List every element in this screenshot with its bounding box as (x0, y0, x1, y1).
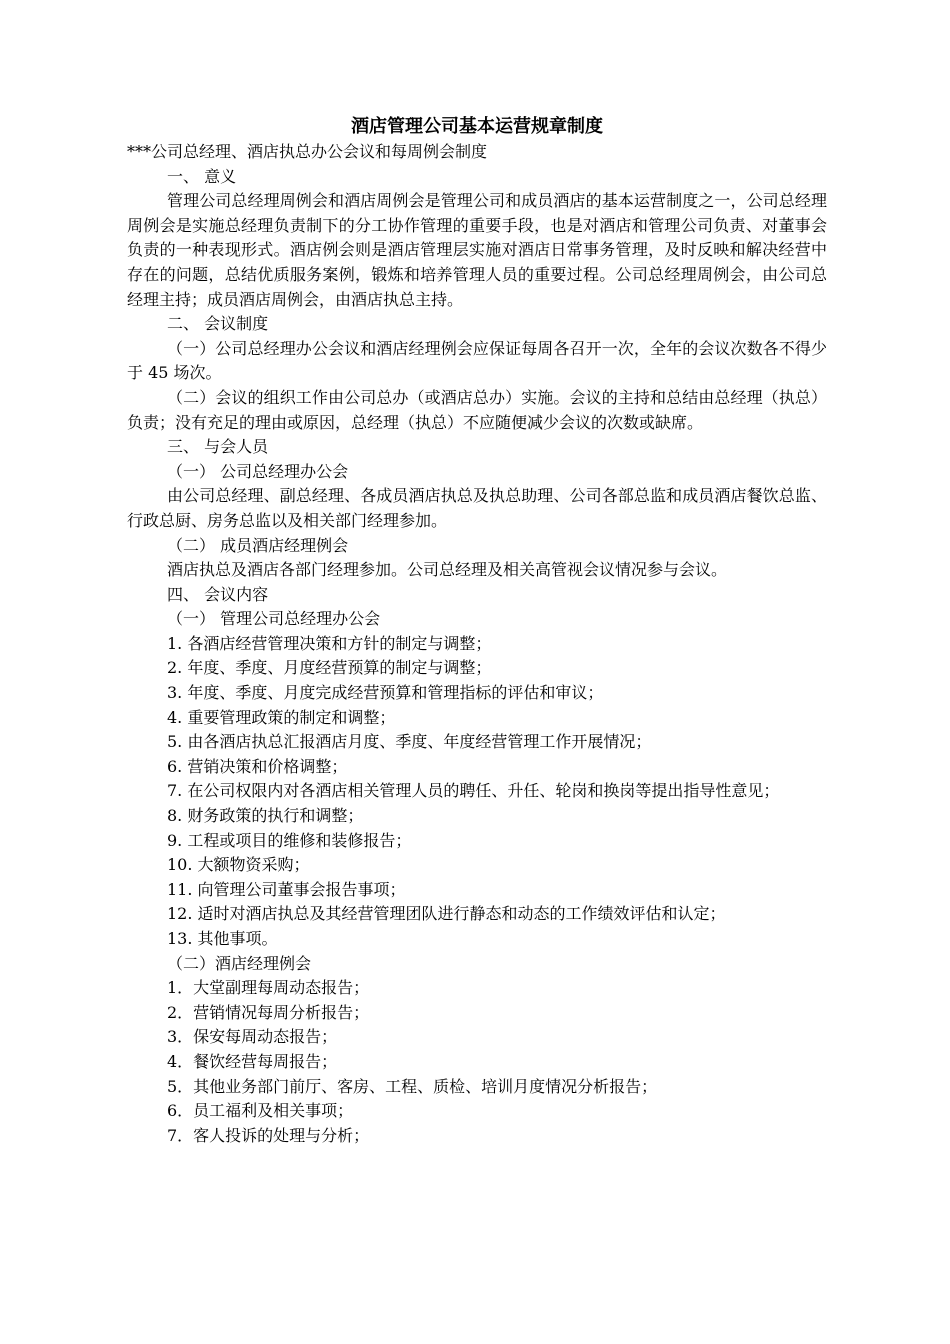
document-title: 酒店管理公司基本运营规章制度 (351, 116, 603, 137)
document-page (127, 114, 827, 1148)
section-3-paragraph-1: 由公司总经理、副总经理、各成员酒店执总及执总助理、公司各部总监和成员酒店餐饮总监、行政总厨、房务总监以及相关部门经理参加。 (127, 486, 827, 530)
section-heading-4: 四、 会议内容 (167, 584, 269, 604)
section-2-paragraph-1: （一）公司总经理办公会议和酒店经理例会应保证每周各召开一次，全年的会议次数各不得少于 45 场次。 (127, 338, 827, 383)
section-4-subheading-1: （一） 管理公司总经理办公会 (167, 609, 381, 629)
list-item: 8. 财务政策的执行和调整； (167, 806, 364, 826)
section-3-subheading-2: （二） 成员酒店经理例会 (167, 535, 349, 555)
list-item: 9. 工程或项目的维修和装修报告； (167, 830, 412, 850)
list-item: 12. 适时对酒店执总及其经营管理团队进行静态和动态的工作绩效评估和认定； (167, 904, 726, 924)
list-item: 2．营销情况每周分析报告； (167, 1002, 370, 1022)
list-item: 11. 向管理公司董事会报告事项； (167, 879, 406, 899)
section-heading-2: 二、 会议制度 (167, 314, 269, 334)
list-item: 13. 其他事项。 (167, 929, 278, 948)
list-item: 1．大堂副理每周动态报告； (167, 978, 370, 998)
list-item: 3．保安每周动态报告； (167, 1027, 338, 1047)
list-item: 7. 在公司权限内对各酒店相关管理人员的聘任、升任、轮岗和换岗等提出指导性意见； (167, 781, 780, 801)
section-2-paragraph-2: （二）会议的组织工作由公司总办（或酒店总办）实施。会议的主持和总结由总经理（执总）负责；没有充足的理由或原因，总经理（执总）不应随便减少会议的次数或缺席。 (127, 387, 827, 432)
section-1-paragraph: 管理公司总经理周例会和酒店周例会是管理公司和成员酒店的基本运营制度之一，公司总经理周例会是实施总经理负责制下的分工协作管理的重要手段，也是对酒店和管理公司负责、对董事会负责的一种表现形式。酒店例会则是酒店管理层实施对酒店日常事务管理，及时反映和解决经营中存在的问题，总结优质服务案例，锻炼和培养管理人员的重要过程。公司总经理周例会，由公司总经理主持；成员酒店周例会，由酒店执总主持。 (127, 191, 827, 309)
list-item: 6. 营销决策和价格调整； (167, 756, 348, 776)
list-item: 4. 重要管理政策的制定和调整； (167, 707, 396, 727)
list-item: 7．客人投诉的处理与分析； (167, 1125, 370, 1145)
list-item: 5. 由各酒店执总汇报酒店月度、季度、年度经营管理工作开展情况； (167, 732, 652, 752)
section-3-subheading-1: （一） 公司总经理办公会 (167, 461, 349, 481)
list-item: 3. 年度、季度、月度完成经营预算和管理指标的评估和审议； (167, 683, 604, 703)
section-heading-3: 三、 与会人员 (167, 437, 269, 457)
section-4-subheading-2: （二）酒店经理例会 (167, 953, 312, 973)
list-item: 1. 各酒店经营管理决策和方针的制定与调整； (167, 633, 492, 653)
list-item: 2. 年度、季度、月度经营预算的制定与调整； (167, 658, 492, 678)
section-3-paragraph-2: 酒店执总及酒店各部门经理参加。公司总经理及相关高管视会议情况参与会议。 (167, 560, 728, 580)
list-item: 4．餐饮经营每周报告； (167, 1051, 338, 1071)
section-4-list-2 (127, 976, 827, 1148)
list-item: 5．其他业务部门前厅、客房、工程、质检、培训月度情况分析报告； (167, 1076, 658, 1096)
document-subtitle: ***公司总经理、酒店执总办公会议和每周例会制度 (127, 142, 488, 161)
section-heading-1: 一、 意义 (167, 166, 237, 186)
section-4-list-1 (127, 632, 827, 952)
list-item: 10. 大额物资采购； (167, 855, 310, 875)
list-item: 6．员工福利及相关事项； (167, 1101, 354, 1121)
